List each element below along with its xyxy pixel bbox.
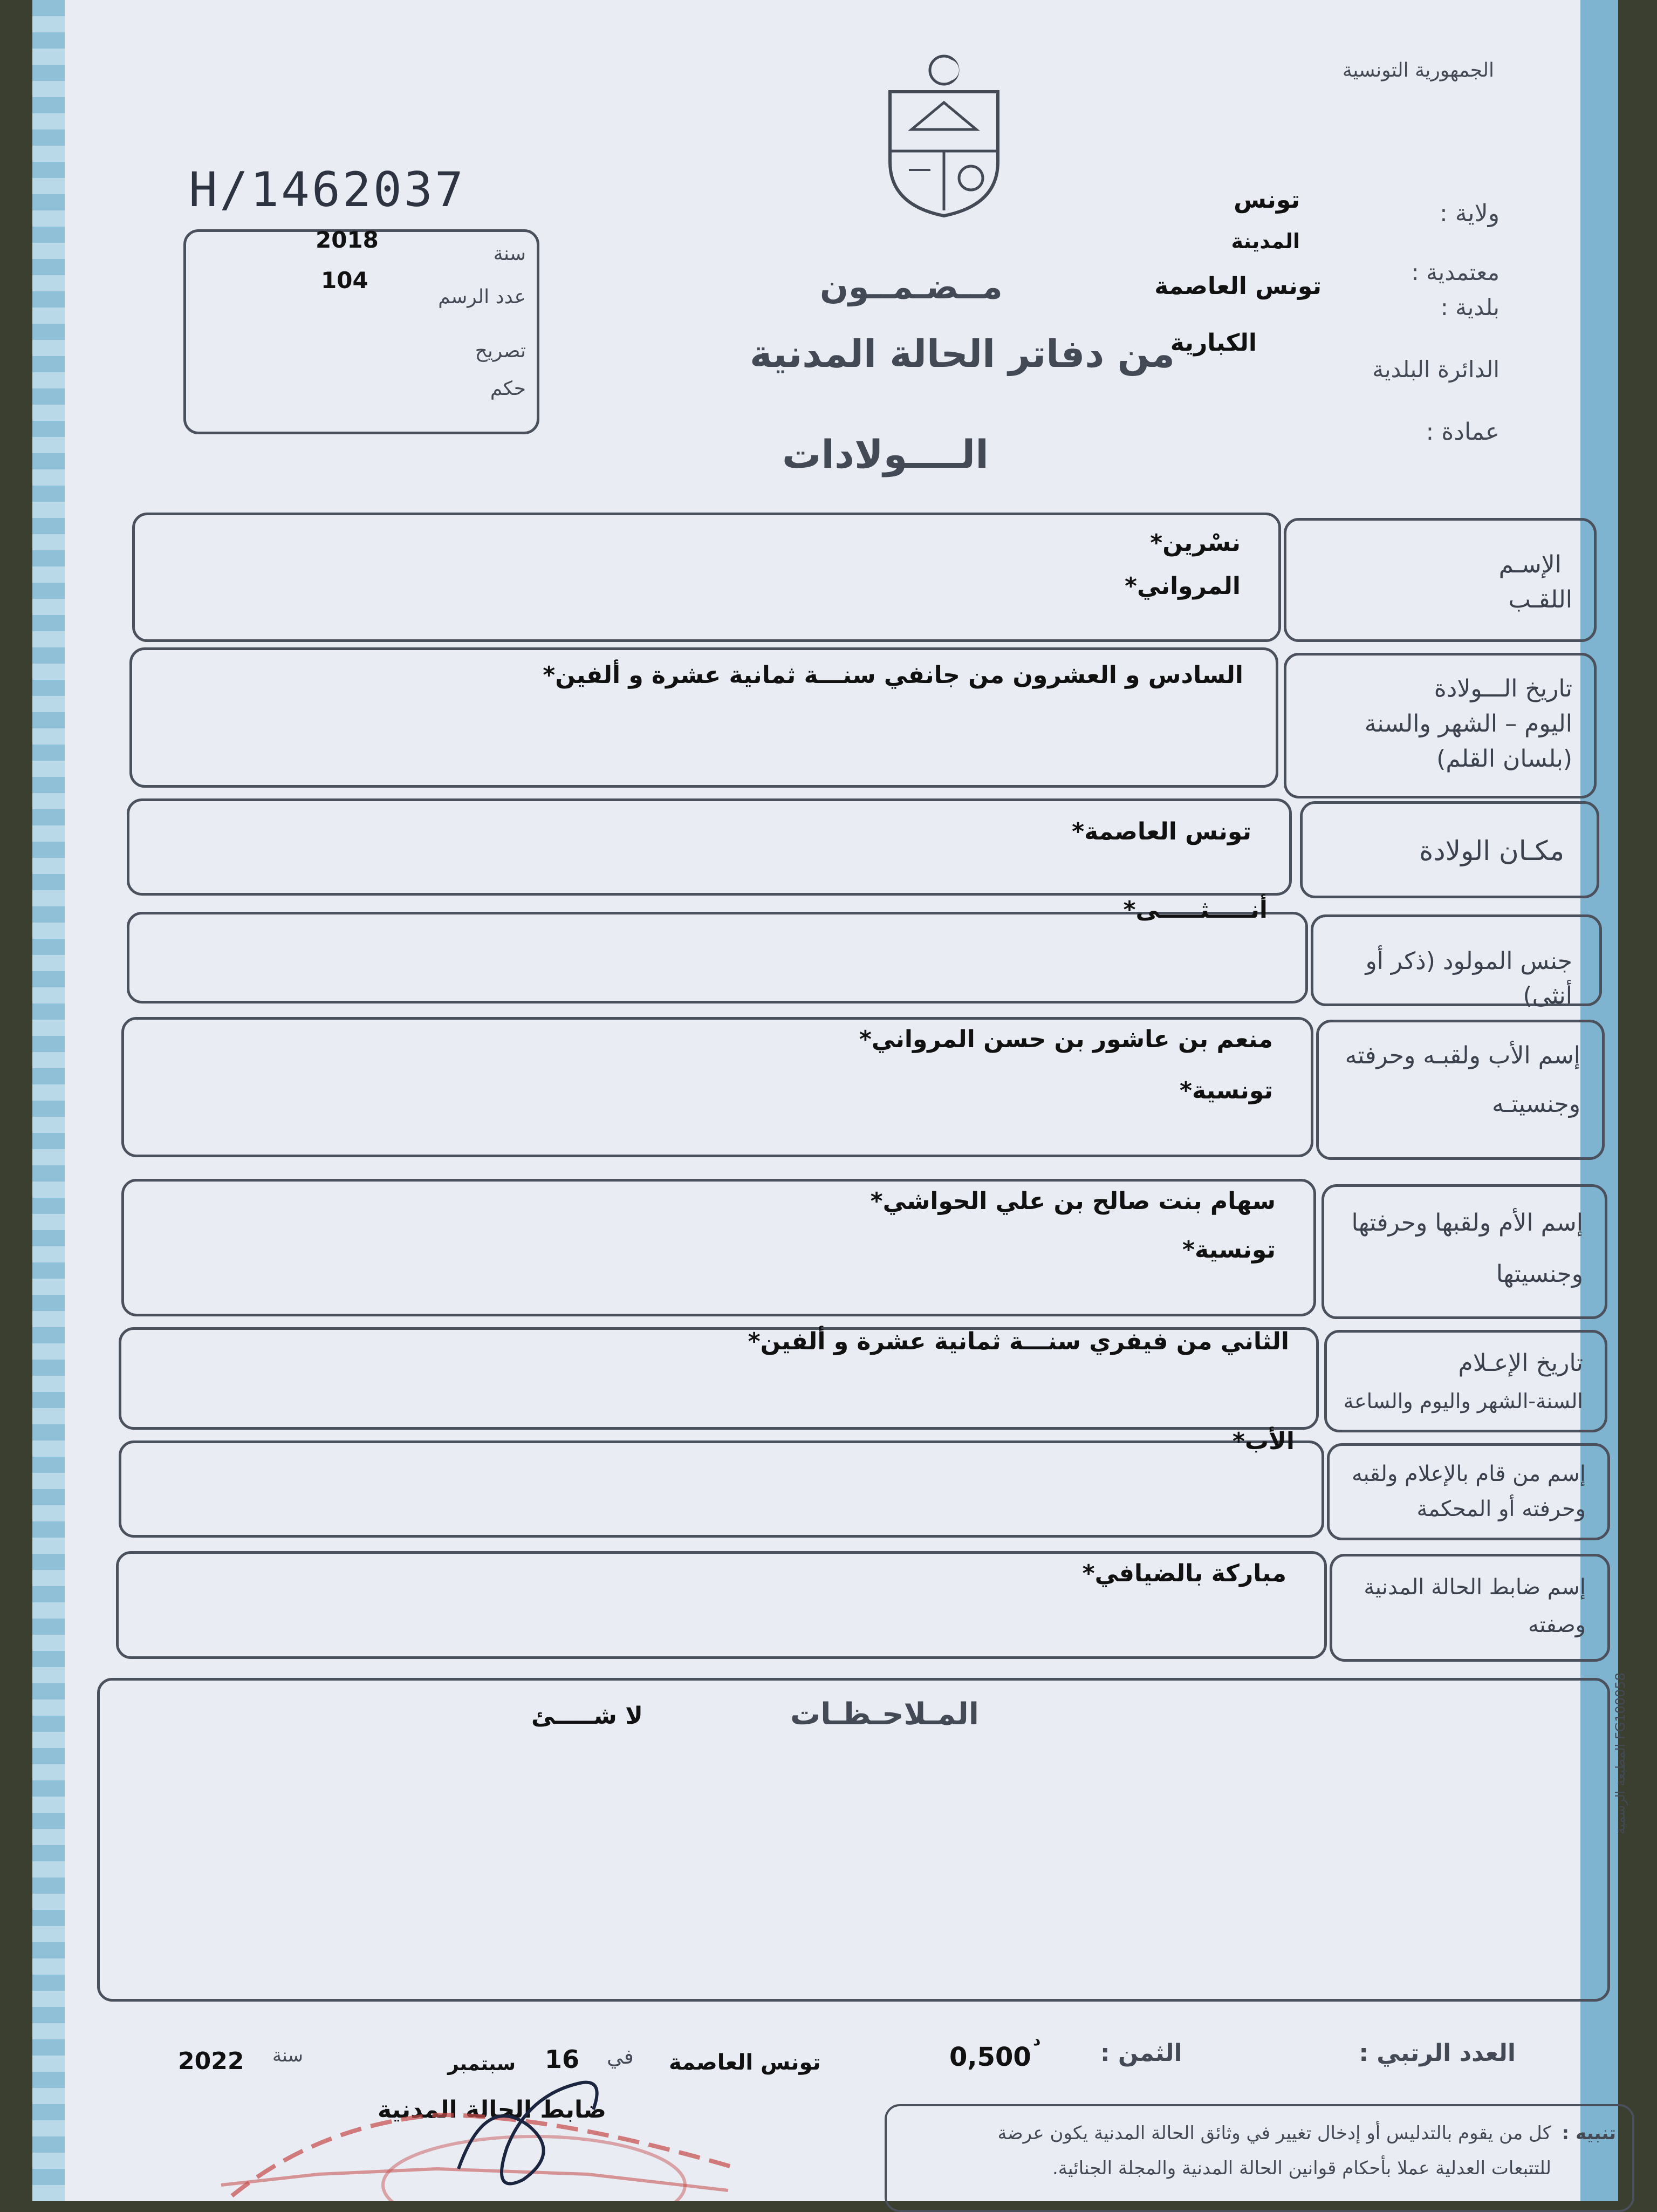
judgment-label: حكم bbox=[490, 378, 526, 400]
field-label-box bbox=[1324, 1330, 1607, 1432]
field-value-box bbox=[121, 1179, 1316, 1316]
field-label-box bbox=[1300, 801, 1599, 898]
day-value: 16 bbox=[545, 2045, 580, 2074]
field-value-box bbox=[129, 647, 1278, 788]
field-label: وجنسيتـه bbox=[1491, 1090, 1580, 1118]
year-value: 2022 bbox=[178, 2047, 244, 2075]
field-label: وجنسيتها bbox=[1496, 1260, 1583, 1288]
record-box bbox=[183, 229, 539, 434]
remarks-box bbox=[97, 1678, 1610, 2002]
signature-icon bbox=[442, 2061, 615, 2201]
district-label: الدائرة البلدية bbox=[1372, 356, 1499, 383]
republic-name: الجمهورية التونسية bbox=[1342, 59, 1494, 81]
field-label: تاريخ الـــولادة bbox=[1434, 675, 1572, 702]
printer-code: المطبعة الرسمية FG100058 bbox=[1613, 1672, 1628, 1834]
field-value-box bbox=[127, 896, 1308, 1003]
field-value: تونس العاصمة* bbox=[1072, 818, 1251, 845]
declaration-label: تصريح bbox=[475, 340, 526, 362]
field-value: تونسية* bbox=[1179, 1077, 1273, 1104]
wilaya-value: تونس bbox=[1234, 186, 1300, 214]
field-value: السادس و العشرون من جانفي سنـــة ثمانية عشرة و ألفين* bbox=[543, 661, 1243, 689]
field-label: السنة-الشهر واليوم والساعة bbox=[1343, 1389, 1583, 1413]
field-label-box bbox=[1330, 1554, 1610, 1662]
district-value: الكبارية bbox=[1170, 329, 1257, 357]
field-value: سهام بنت صالح بن علي الحواشي* bbox=[870, 1187, 1276, 1215]
record-year: 2018 bbox=[316, 227, 379, 253]
field-label: إسم من قام بالإعلام ولقبه bbox=[1352, 1462, 1586, 1486]
field-label: إسم ضابط الحالة المدنية bbox=[1364, 1575, 1586, 1600]
record-number-label: عدد الرسم bbox=[438, 286, 526, 308]
field-label-box bbox=[1322, 1184, 1607, 1319]
coat-of-arms-icon bbox=[879, 49, 1009, 221]
field-value: أنـــــثـــــى* bbox=[1123, 896, 1268, 924]
field-value-box bbox=[119, 1428, 1324, 1538]
field-value: منعم بن عاشور بن حسن المرواني* bbox=[859, 1026, 1273, 1053]
warning-label: تنبيه : bbox=[1562, 2122, 1616, 2144]
omada-label: عمادة : bbox=[1426, 418, 1499, 446]
price-label: الثمن : bbox=[1100, 2039, 1182, 2067]
field-label: جنس المولود (ذكر أو أنثى) bbox=[1365, 947, 1572, 1009]
field-label-box bbox=[1284, 518, 1597, 642]
field-label: إسم الأم ولقبها وحرفتها bbox=[1351, 1209, 1583, 1237]
remarks-label: المـلاحـظـات bbox=[790, 1697, 979, 1732]
field-value-box bbox=[116, 1551, 1327, 1659]
date-prefix: في bbox=[607, 2045, 634, 2068]
field-label: وحرفته أو المحكمة bbox=[1416, 1497, 1586, 1521]
field-label-box bbox=[1316, 1020, 1605, 1160]
serial-label: العدد الرتبي : bbox=[1359, 2039, 1516, 2067]
price-unit: د bbox=[1033, 2031, 1041, 2049]
field-value-box bbox=[127, 798, 1292, 896]
field-label: وصفته bbox=[1528, 1613, 1586, 1637]
warning-line2: للتتبعات العدلية عملا بأحكام قوانين الحالة المدنية والمجلة الجنائية. bbox=[1052, 2158, 1551, 2179]
record-year-label: سنة bbox=[493, 243, 526, 265]
title-births: الــــولادات bbox=[782, 432, 989, 477]
field-label-box bbox=[1311, 914, 1602, 1009]
field-value-box bbox=[119, 1327, 1319, 1430]
field-label-box bbox=[1284, 653, 1597, 798]
serial-number: H/1462037 bbox=[189, 162, 465, 217]
wilaya-label: ولاية : bbox=[1440, 200, 1499, 227]
field-label: تاريخ الإعـلام bbox=[1458, 1349, 1583, 1377]
municipality-value: تونس العاصمة bbox=[1154, 272, 1322, 300]
officer-title: ضابط الحالة المدنية bbox=[378, 2096, 607, 2124]
field-label: اليوم – الشهر والسنة bbox=[1364, 710, 1572, 738]
field-label: مكـان الولادة bbox=[1419, 835, 1564, 866]
field-value-box bbox=[121, 1017, 1313, 1157]
field-value: تونسية* bbox=[1182, 1236, 1276, 1264]
warning-box bbox=[885, 2104, 1634, 2212]
field-value: مباركة بالضيافي* bbox=[1082, 1560, 1286, 1587]
field-label: الإسـم bbox=[1498, 551, 1562, 578]
delegation-label: معتمدية : bbox=[1411, 259, 1499, 285]
title-content: مــضـمــون bbox=[820, 267, 1003, 306]
year-label: سنة bbox=[272, 2045, 303, 2066]
municipality-label: بلدية : bbox=[1440, 294, 1499, 320]
warning-line1: كل من يقوم بالتدليس أو إدخال تغيير في وثائق الحالة المدنية يكون عرضة bbox=[997, 2122, 1551, 2144]
record-number: 104 bbox=[321, 267, 368, 293]
field-label: اللقـب bbox=[1508, 586, 1572, 613]
place-value: تونس العاصمة bbox=[669, 2050, 821, 2075]
delegation-value: المدينة bbox=[1231, 229, 1300, 253]
title-registers: من دفاتر الحالة المدنية bbox=[750, 332, 1175, 376]
field-label: (بلسان القلم) bbox=[1436, 745, 1572, 773]
price-value: 0,500 bbox=[949, 2042, 1031, 2072]
field-value-box bbox=[132, 513, 1281, 642]
remarks-value: لا شـــــئ bbox=[531, 1702, 643, 1730]
field-value: الأب* bbox=[1232, 1428, 1295, 1455]
month-value: سبتمبر bbox=[448, 2053, 516, 2075]
field-label: إسم الأب ولقبـه وحرفته bbox=[1345, 1042, 1580, 1069]
field-value: نسْرين* bbox=[1150, 529, 1241, 557]
field-value: المرواني* bbox=[1125, 572, 1241, 600]
document-paper bbox=[32, 0, 1628, 2201]
field-value: الثاني من فيفري سنـــة ثمانية عشرة و ألفين* bbox=[748, 1328, 1289, 1355]
field-label-box bbox=[1327, 1443, 1610, 1540]
